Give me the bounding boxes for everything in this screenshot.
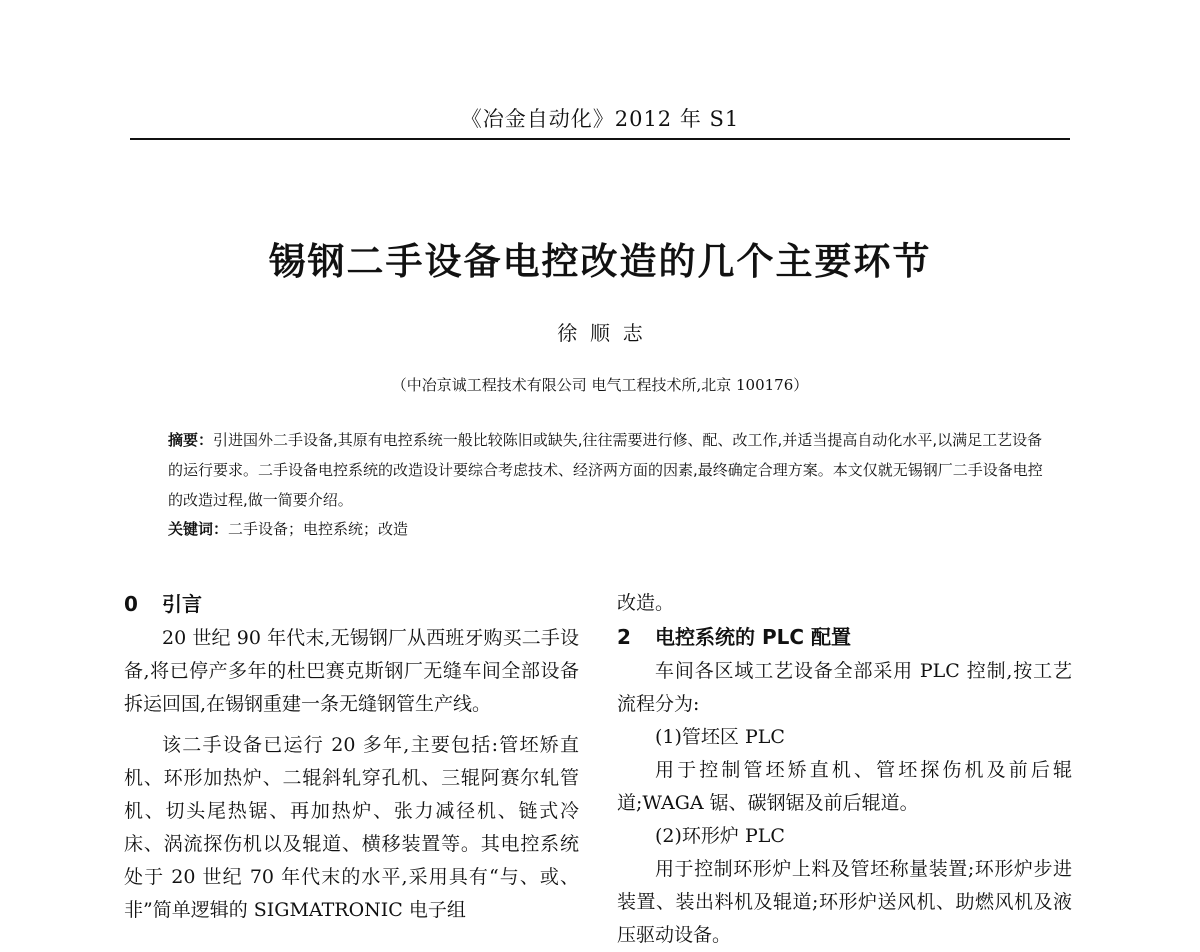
affiliation: （中冶京诚工程技术有限公司 电气工程技术所,北京 100176） <box>391 376 809 394</box>
list-item-text: 用于控制环形炉上料及管坯称量装置;环形炉步进装置、装出料机及辊道;环形炉送风机、助燃风机及液压驱动设备。 <box>617 858 1072 946</box>
header-rule <box>130 138 1070 140</box>
list-item-title: (2)环形炉 PLC <box>655 825 785 847</box>
keywords <box>168 518 1048 539</box>
right-column <box>617 587 1072 952</box>
keywords-label: 关键词： <box>168 520 229 538</box>
section-number: 0 <box>124 592 138 616</box>
abstract-label: 摘要： <box>168 431 214 449</box>
plc-intro-paragraph: 车间各区域工艺设备全部采用 PLC 控制,按工艺流程分为: <box>617 660 1072 715</box>
author: 徐 顺 志 <box>557 321 643 345</box>
list-item-title: (1)管坯区 PLC <box>655 726 785 748</box>
section-heading-plc <box>617 620 1072 655</box>
section-number: 2 <box>617 625 631 649</box>
section-title: 引言 <box>162 592 202 616</box>
paper-title: 锡钢二手设备电控改造的几个主要环节 <box>268 240 932 283</box>
running-header: 《冶金自动化》2012 年 S1 <box>460 107 740 131</box>
abstract <box>168 425 1048 515</box>
keywords-text: 二手设备；电控系统；改造 <box>228 520 409 538</box>
left-column <box>124 587 579 927</box>
intro-paragraph-1: 20 世纪 90 年代末,无锡钢厂从西班牙购买二手设备,将已停产多年的杜巴赛克斯钢厂无缝车间全部设备拆运回国,在锡钢重建一条无缝钢管生产线。 <box>124 627 579 715</box>
abstract-text: 引进国外二手设备,其原有电控系统一般比较陈旧或缺失,往往需要进行修、配、改工作,并适当提高自动化水平,以满足工艺设备的运行要求。二手设备电控系统的改造设计要综合考虑技术、经济两方面的因素,最终确定合理方案。本文仅就无锡钢厂二手设备电控的改造过程,做一简要介绍。 <box>168 431 1043 509</box>
list-item-text: 用于控制管坯矫直机、管坯探伤机及前后辊道;WAGA 锯、碳钢锯及前后辊道。 <box>617 759 1072 814</box>
section-title: 电控系统的 PLC 配置 <box>655 625 852 649</box>
section-heading-introduction <box>124 587 579 622</box>
intro-paragraph-2: 该二手设备已运行 20 多年,主要包括:管坯矫直机、环形加热炉、二辊斜轧穿孔机、三辊阿赛尔轧管机、切头尾热锯、再加热炉、张力减径机、链式冷床、涡流探伤机以及辊道、横移装置等。其电控系统处于 20 世纪 70 年代末的水平,采用具有“与、或、非”简单逻辑的 SIGMATRONIC 电子组 <box>124 734 579 921</box>
continued-text: 改造。 <box>617 592 675 614</box>
